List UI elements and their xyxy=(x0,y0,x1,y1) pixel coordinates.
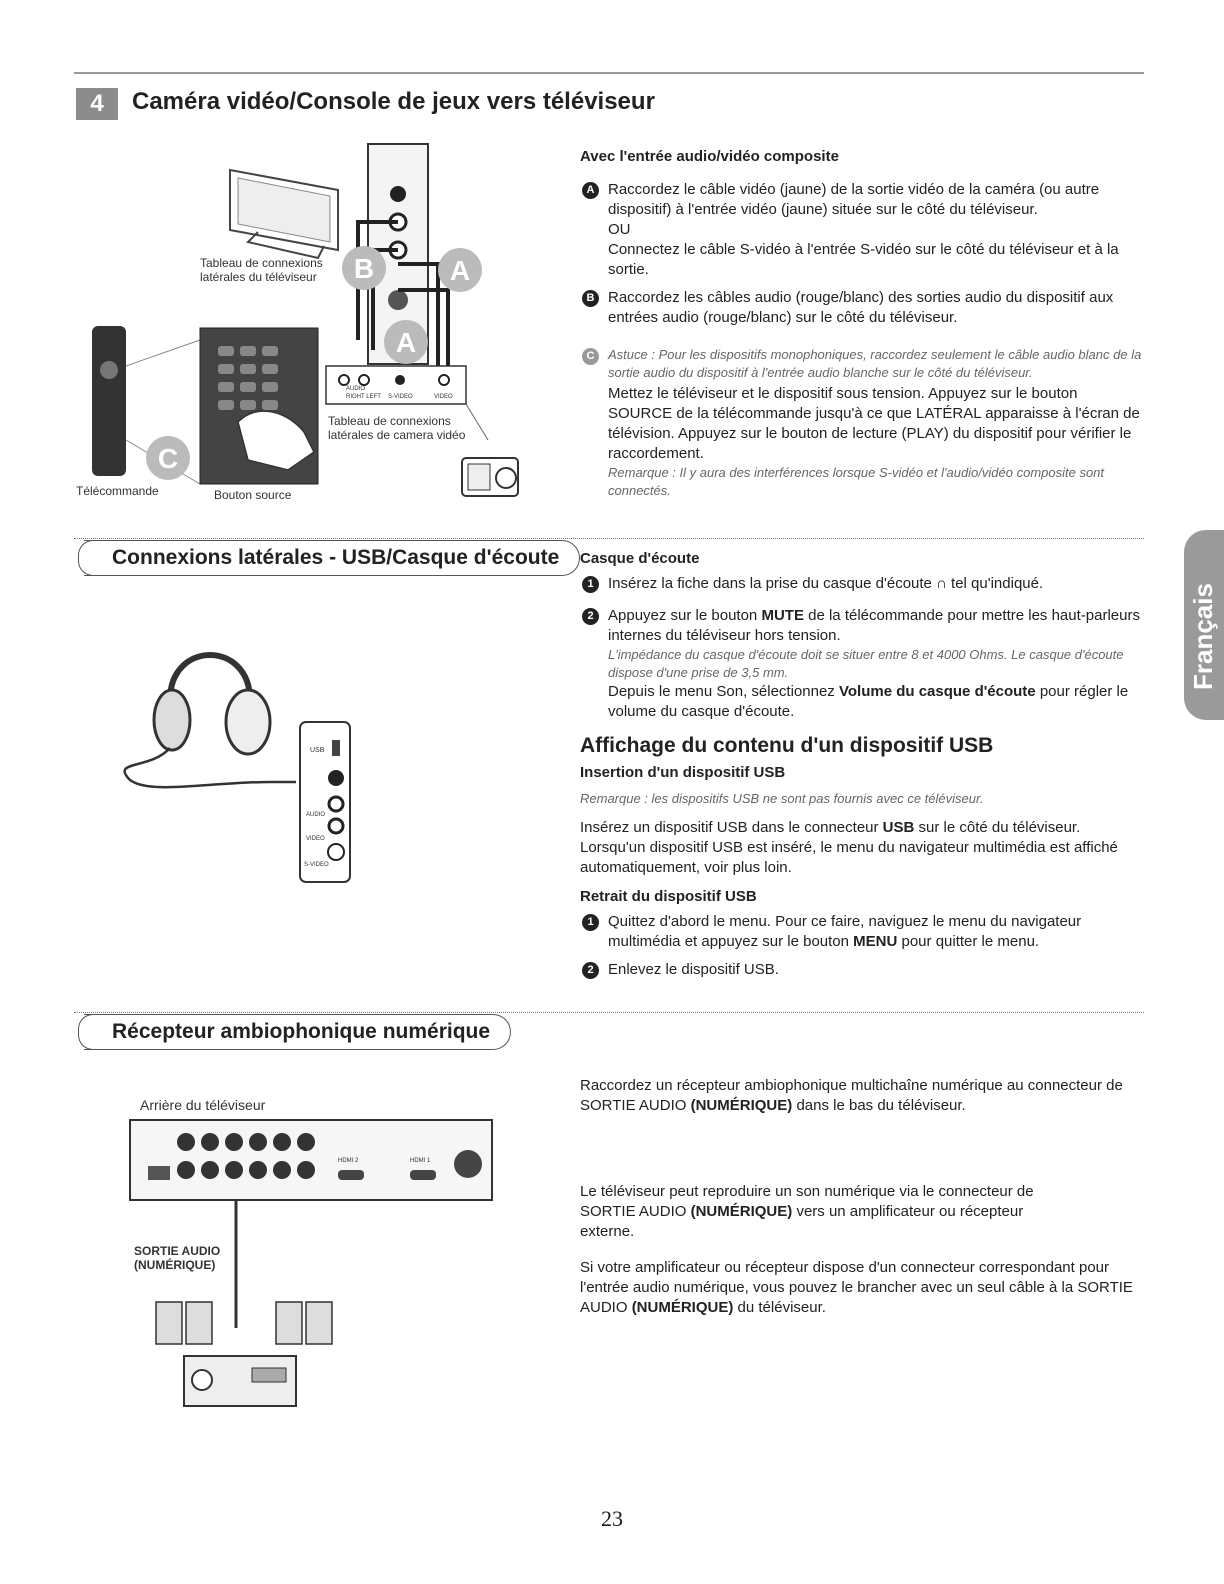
step-a-text: Raccordez le câble vidéo (jaune) de la sortie vidéo de la caméra (ou autre dispositif) à l'entrée vidéo (jaune) située sur le côté du téléviseur. xyxy=(608,181,1100,218)
step-c xyxy=(584,346,1144,500)
panel-usb-label: USB xyxy=(310,747,325,754)
usb-port-icon xyxy=(332,740,340,756)
rm-step-1 xyxy=(584,912,1144,952)
rm-step-2-text: Enlevez le dispositif USB. xyxy=(608,961,779,978)
usb-display-title: Affichage du contenu d'un dispositif USB xyxy=(580,734,994,757)
receiver-p3-c: du téléviseur. xyxy=(737,1299,826,1316)
receiver-p2-b: (NUMÉRIQUE) xyxy=(690,1203,793,1220)
hdmi1-port-icon xyxy=(410,1170,436,1180)
receiver-section-title: Récepteur ambiophonique numérique xyxy=(84,1014,511,1050)
hp-note: L'impédance du casque d'écoute doit se situer entre 8 et 4000 Ohms. Le casque d'écoute dispose d'une prise de 3,5 mm. xyxy=(608,647,1124,680)
jack-svideo-label: S-VIDEO xyxy=(388,394,413,400)
rm-step-2 xyxy=(584,960,1144,980)
receiver-p3-a: Si votre amplificateur ou récepteur dispose d'un connecteur correspondant pour l'entrée audio numérique, vous pouvez le brancher avec un seul câble à la SORTIE AUDIO xyxy=(580,1259,1133,1316)
antenna-port-icon xyxy=(454,1150,482,1178)
rear-label: Arrière du téléviseur xyxy=(140,1097,266,1113)
step-b-badge: B xyxy=(582,290,599,307)
rm-step-1-badge: 1 xyxy=(582,914,599,931)
marker-a-label-1: A xyxy=(449,255,471,286)
section-title: Caméra vidéo/Console de jeux vers téléviseur xyxy=(132,88,655,115)
hp-step-2 xyxy=(584,606,1144,722)
page-number: 23 xyxy=(601,1506,623,1531)
receiver-section-rule xyxy=(74,1012,1144,1013)
hp-menu-text-c: pour régler le volume du casque d'écoute. xyxy=(608,683,1129,720)
tv-icon xyxy=(230,170,338,258)
receiver-para-3 xyxy=(580,1258,1144,1318)
camcorder-icon xyxy=(462,458,518,496)
receiver-p2-c: vers un amplificateur ou récepteur externe. xyxy=(580,1203,1024,1240)
panel-video-label: VIDEO xyxy=(306,836,325,842)
headphone-icon xyxy=(154,655,270,754)
sortie-label-line-1: SORTIE AUDIO xyxy=(134,1244,221,1258)
step-a-badge: A xyxy=(582,182,599,199)
panel-audio-label: AUDIO xyxy=(306,812,326,818)
step-c-text: Mettez le téléviseur et le dispositif sous tension. Appuyez sur le bouton SOURCE de la télécommande jusqu'à ce que LATÉRAL apparaisse à l'écran de télévision. Appuyez sur le bouton de lecture (PLAY) du dispositif pour vérifier le raccordement. xyxy=(608,385,1140,462)
rm-step-1-text-b: pour quitter le menu. xyxy=(901,933,1040,950)
usb-para-text-a: Insérez un dispositif USB dans le connecteur xyxy=(580,819,879,836)
headphone-jack-icon xyxy=(328,770,344,786)
hdmi2-label: HDMI 2 xyxy=(338,1158,359,1164)
usb-remove-heading: Retrait du dispositif USB xyxy=(580,888,757,905)
marker-b-label: B xyxy=(353,253,375,284)
usb-para-text-b: sur le côté du téléviseur. Lorsqu'un dispositif USB est inséré, le menu du navigateur multimédia est affiché automatiquement, voir plus loin. xyxy=(580,819,1118,876)
step-b-text: Raccordez les câbles audio (rouge/blanc) des sorties audio du dispositif aux entrées audio (rouge/blanc) sur le côté du téléviseur. xyxy=(608,289,1114,326)
hp-step-1 xyxy=(584,574,1144,594)
usb-note: Remarque : les dispositifs USB ne sont pas fournis avec ce téléviseur. xyxy=(580,791,984,806)
step-a-or: OU xyxy=(608,221,631,238)
receiver-p2-a: Le téléviseur peut reproduire un son numérique via le connecteur de SORTIE AUDIO xyxy=(580,1183,1034,1220)
hp-menu-text-a: Depuis le menu Son, sélectionnez xyxy=(608,683,835,700)
panel-svideo-label: S-VIDEO xyxy=(304,862,329,868)
receiver-p1-a: Raccordez un récepteur ambiophonique multichaîne numérique au connecteur de SORTIE AUDIO xyxy=(580,1077,1123,1114)
camera-connection-diagram xyxy=(88,140,528,520)
usb-section-rule xyxy=(74,538,1144,539)
hdmi2-port-icon xyxy=(338,1170,364,1180)
step-c-badge: C xyxy=(582,348,599,365)
sortie-label-line-2: (NUMÉRIQUE) xyxy=(134,1258,216,1272)
receiver-p1-b: (NUMÉRIQUE) xyxy=(690,1097,793,1114)
tv-rear-panel xyxy=(130,1120,492,1200)
receiver-para-1 xyxy=(580,1076,1140,1116)
usb-section-title: Connexions latérales - USB/Casque d'écoute xyxy=(84,540,580,576)
speakers-icon xyxy=(156,1302,332,1344)
hp-step-1-badge: 1 xyxy=(582,576,599,593)
headphone-symbol-icon: ∩ xyxy=(936,575,947,592)
marker-a-label-2: A xyxy=(395,327,417,358)
remote-label: Télécommande xyxy=(76,484,159,498)
usb-para-usb: USB xyxy=(882,819,915,836)
hp-step-2-text-b: de la télécommande pour mettre les haut-parleurs internes du téléviseur hors tension. xyxy=(608,607,1140,644)
tv-panel-label: Tableau de connexions latérales du téléviseur xyxy=(200,256,323,284)
language-tab-label: Français xyxy=(1188,583,1218,690)
receiver-p3-b: (NUMÉRIQUE) xyxy=(631,1299,734,1316)
hp-step-2-text-a: Appuyez sur le bouton xyxy=(608,607,758,624)
step-a2-text: Connectez le câble S-vidéo à l'entrée S-vidéo sur le côté du téléviseur et à la sortie. xyxy=(608,241,1119,278)
headphone-heading: Casque d'écoute xyxy=(580,550,700,567)
hdmi1-label: HDMI 1 xyxy=(410,1158,431,1164)
language-tab xyxy=(1184,530,1224,720)
rm-step-1-text-a: Quittez d'abord le menu. Pour ce faire, naviguez le menu du navigateur multimédia et appuyez sur le bouton xyxy=(608,913,1082,950)
hp-menu-text-b: Volume du casque d'écoute xyxy=(838,683,1036,700)
jack-video-label: VIDEO xyxy=(434,394,453,400)
usb-insert-para xyxy=(580,818,1140,878)
top-rule xyxy=(74,72,1144,74)
section-number-badge: 4 xyxy=(76,88,118,120)
receiver-p1-c: dans le bas du téléviseur. xyxy=(796,1097,966,1114)
tip-text: Astuce : Pour les dispositifs monophoniques, raccordez seulement le câble audio blanc de la sortie audio du dispositif à l'entrée audio blanche sur le côté du téléviseur. xyxy=(608,347,1142,380)
step-b xyxy=(584,288,1144,328)
hp-step-1-text-b: tel qu'indiqué. xyxy=(951,575,1044,592)
marker-c-label: C xyxy=(157,443,179,474)
hp-step-1-text-a: Insérez la fiche dans la prise du casque d'écoute xyxy=(608,575,932,592)
jack-audio-label: AUDIO xyxy=(346,386,366,392)
hp-step-2-badge: 2 xyxy=(582,608,599,625)
usb-insert-heading: Insertion d'un dispositif USB xyxy=(580,764,786,781)
receiver-para-2 xyxy=(580,1182,1040,1242)
camera-panel-label: Tableau de connexions latérales de camera vidéo xyxy=(328,414,466,442)
menu-label: MENU xyxy=(853,933,898,950)
sortie-label xyxy=(134,1244,220,1272)
source-button-label: Bouton source xyxy=(214,488,292,502)
composite-heading: Avec l'entrée audio/vidéo composite xyxy=(580,148,839,165)
rm-step-2-badge: 2 xyxy=(582,962,599,979)
remark-text: Remarque : Il y aura des interférences lorsque S-vidéo et l'audio/vidéo composite sont connectés. xyxy=(608,465,1105,498)
jack-right-left-label: RIGHT LEFT xyxy=(346,394,381,400)
headphone-diagram xyxy=(110,630,370,890)
mute-label: MUTE xyxy=(761,607,804,624)
step-a xyxy=(584,180,1144,280)
remote-small-icon xyxy=(92,326,126,476)
